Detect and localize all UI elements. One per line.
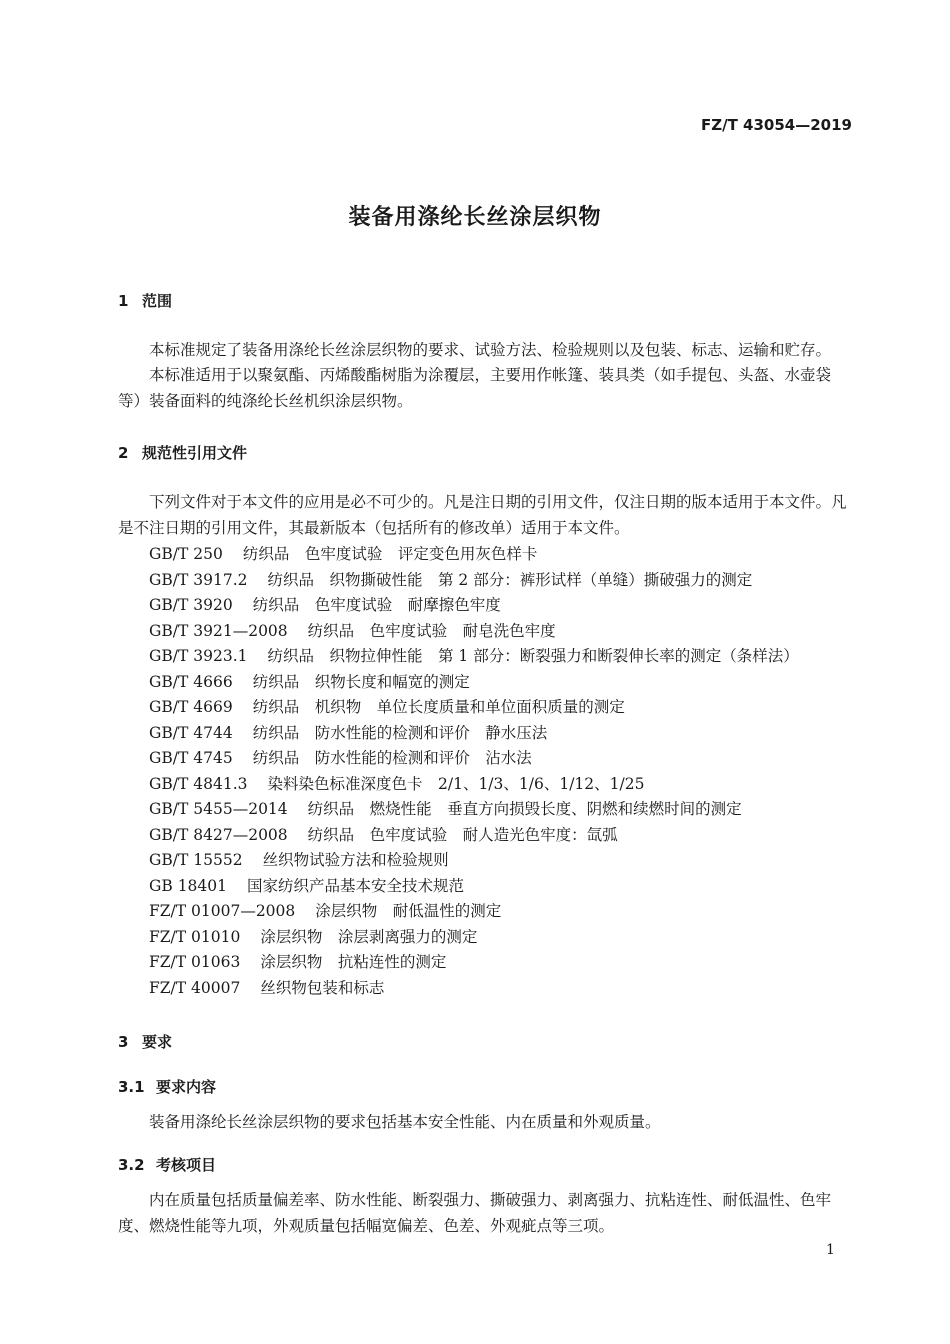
- reference-code: GB 18401: [149, 876, 228, 895]
- section-number: 3.2: [118, 1156, 145, 1174]
- reference-title: 涂层织物 耐低温性的测定: [315, 902, 502, 920]
- section-2-heading: [118, 442, 247, 463]
- section-3-heading: [118, 1031, 172, 1052]
- reference-title: 涂层织物 涂层剥离强力的测定: [260, 927, 478, 946]
- reference-code: GB/T 8427—2008: [149, 825, 288, 844]
- reference-code: FZ/T 40007: [149, 978, 241, 997]
- reference-item: [149, 899, 799, 925]
- reference-title: 涂层织物 抗粘连性的测定: [260, 953, 447, 971]
- reference-item: [149, 746, 799, 772]
- reference-title: 纺织品 机织物 单位长度质量和单位面积质量的测定: [252, 698, 625, 716]
- reference-item: [149, 670, 799, 696]
- page-number: 1: [826, 1242, 835, 1258]
- reference-item: [149, 721, 799, 747]
- reference-item: [149, 568, 799, 594]
- reference-title: 纺织品 防水性能的检测和评价 沾水法: [252, 749, 532, 767]
- reference-title: 纺织品 色牢度试验 耐摩擦色牢度: [252, 596, 501, 614]
- reference-item: [149, 695, 799, 721]
- reference-code: GB/T 3920: [149, 596, 233, 614]
- reference-item: [149, 823, 799, 849]
- reference-item: [149, 542, 799, 568]
- section-1-paragraph-2: 本标准适用于以聚氨酯、丙烯酸酯树脂为涂覆层，主要用作帐篷、装具类（如手提包、头盔、水壶袋等）装备面料的纯涤纶长丝机织涂层织物。: [118, 366, 832, 410]
- reference-item: [149, 976, 799, 1002]
- section-title: 考核项目: [156, 1156, 217, 1174]
- reference-code: GB/T 15552: [149, 851, 243, 869]
- section-number: 2: [118, 444, 129, 462]
- reference-code: GB/T 4745: [149, 749, 233, 767]
- reference-code: GB/T 4669: [149, 698, 233, 716]
- reference-title: 纺织品 织物撕破性能 第 2 部分：裤形试样（单缝）撕破强力的测定: [267, 570, 753, 589]
- reference-item: [149, 950, 799, 976]
- section-3-2-text: 内在质量包括质量偏差率、防水性能、断裂强力、撕破强力、剥离强力、抗粘连性、耐低温性、色牢度、燃烧性能等九项，外观质量包括幅宽偏差、色差、外观疵点等三项。: [118, 1191, 832, 1235]
- reference-code: GB/T 250: [149, 545, 223, 563]
- section-2-intro: 下列文件对于本文件的应用是必不可少的。凡是注日期的引用文件，仅注日期的版本适用于本文件。凡是不注日期的引用文件，其最新版本（包括所有的修改单）适用于本文件。: [118, 493, 847, 537]
- reference-item: [149, 772, 799, 798]
- reference-code: GB/T 3923.1: [149, 647, 248, 665]
- reference-title: 纺织品 燃烧性能 垂直方向损毁长度、阴燃和续燃时间的测定: [307, 800, 742, 818]
- reference-title: 纺织品 色牢度试验 耐皂洗色牢度: [307, 621, 556, 640]
- reference-title: 纺织品 织物长度和幅宽的测定: [252, 672, 470, 691]
- reference-code: GB/T 4744: [149, 723, 233, 742]
- reference-item: [149, 797, 799, 823]
- section-number: 1: [118, 292, 129, 310]
- reference-title: 纺织品 织物拉伸性能 第 1 部分：断裂强力和断裂伸长率的测定（条样法）: [267, 647, 799, 665]
- section-number: 3: [118, 1033, 129, 1051]
- reference-item: [149, 644, 799, 670]
- reference-title: 纺织品 防水性能的检测和评价 静水压法: [252, 723, 548, 742]
- reference-code: GB/T 3921—2008: [149, 621, 288, 640]
- reference-code: FZ/T 01063: [149, 953, 241, 971]
- reference-title: 染料染色标准深度色卡 2/1、1/3、1/6、1/12、1/25: [267, 774, 645, 793]
- section-number: 3.1: [118, 1078, 145, 1096]
- section-title: 要求内容: [156, 1078, 217, 1096]
- reference-list: [149, 542, 799, 1001]
- reference-item: [149, 619, 799, 645]
- reference-title: 丝织物包装和标志: [260, 978, 385, 997]
- section-1-heading: [118, 290, 172, 311]
- document-title: 装备用涤纶长丝涂层织物: [348, 205, 602, 230]
- section-3-1-heading: [118, 1076, 216, 1097]
- reference-code: FZ/T 01007—2008: [149, 902, 296, 920]
- section-title: 要求: [142, 1033, 173, 1051]
- section-title: 规范性引用文件: [142, 444, 248, 462]
- reference-code: FZ/T 01010: [149, 927, 241, 946]
- standard-code: FZ/T 43054—2019: [701, 116, 852, 134]
- reference-code: GB/T 5455—2014: [149, 800, 288, 818]
- section-1-paragraph-1: 本标准规定了装备用涤纶长丝涂层织物的要求、试验方法、检验规则以及包装、标志、运输和贮存。: [149, 341, 832, 359]
- reference-title: 纺织品 色牢度试验 评定变色用灰色样卡: [242, 545, 538, 563]
- reference-title: 纺织品 色牢度试验 耐人造光色牢度：氙弧: [307, 825, 618, 844]
- reference-item: [149, 848, 799, 874]
- section-title: 范围: [142, 292, 173, 310]
- reference-code: GB/T 3917.2: [149, 570, 248, 589]
- reference-item: [149, 874, 799, 900]
- reference-code: GB/T 4841.3: [149, 774, 248, 793]
- reference-item: [149, 925, 799, 951]
- reference-code: GB/T 4666: [149, 672, 233, 691]
- section-3-1-text: 装备用涤纶长丝涂层织物的要求包括基本安全性能、内在质量和外观质量。: [149, 1113, 661, 1131]
- reference-title: 国家纺织产品基本安全技术规范: [247, 876, 465, 895]
- reference-title: 丝织物试验方法和检验规则: [262, 851, 449, 869]
- section-3-2-heading: [118, 1154, 216, 1175]
- reference-item: [149, 593, 799, 619]
